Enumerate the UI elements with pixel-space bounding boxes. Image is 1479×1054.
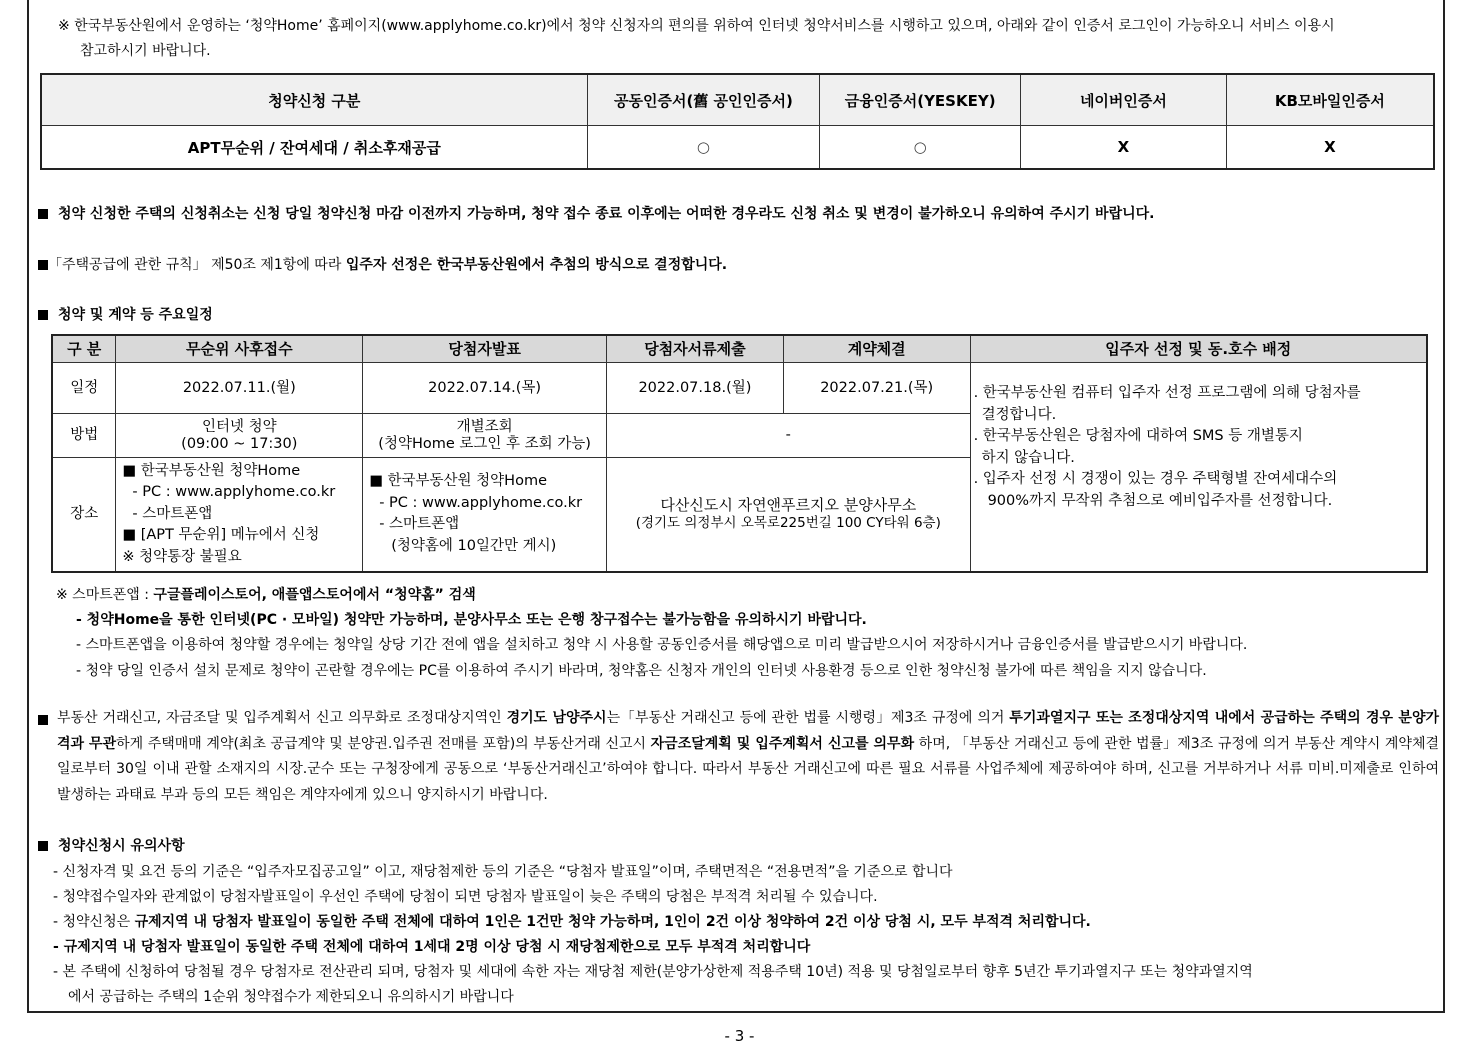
cert-header-type: 청약신청 구분	[41, 74, 587, 126]
app-note-1-normal: ※ 스마트폰앱 :	[56, 587, 154, 603]
notice-lottery-normal: 「주택공급에 관한 규칙」 제50조 제1항에 따라	[48, 257, 346, 273]
method-apply	[116, 414, 363, 458]
caution-line-3-normal: - 청약신청은	[53, 914, 135, 930]
method-announce-line: (청약Home 로그인 후 조회 가능)	[378, 435, 591, 452]
bullet-square-icon	[38, 209, 48, 219]
date-contract: 2022.07.21.(목)	[783, 363, 970, 414]
cert-row-type: APT무순위 / 잔여세대 / 취소후재공급	[41, 126, 587, 170]
sched-header-division: 구 분	[52, 335, 116, 363]
place-apply-line: - PC : www.applyhome.co.kr	[132, 484, 336, 500]
realestate-notice: 부동산 거래신고, 자금조달 및 입주계획서 신고 의무화로 조정대상지역인 경기도 남양주시는「부동산 거래신고 등에 관한 법률 시행령」제3조 규정에 의거 투기과열지구 또는 조정대상지역 내에서 공급하는 주택의 경우 분양가격과 무관하게 주택매매 계약(최초 공급계약 및 분양권.입주권 전매를 포함)의 부동산거래 신고시 자금조달계획 및 입주계획서 신고를 의무화 하며, 「부동산 거래신고 등에 관한 법률」제3조 규정에 의거 부동산 계약시 계약체결일로부터 30일 이내 관할 소재지의 시장.군수 또는 구청장에게 공동으로 ‘부동산거래신고’하여야 합니다. 따라서 부동산 거래신고에 따른 필요 서류를 사업주체에 제공하여야 하며, 신고를 거부하거나 서류 미비.미제출로 인하여 발생하는 과태료 부과 등의 모든 책임은 계약자에게 있으니 양지하시기 바랍니다.	[57, 710, 1439, 803]
place-apply-line: ※ 청약통장 불필요	[122, 548, 242, 565]
method-announce-line: 개별조회	[456, 418, 513, 435]
selection-line: . 한국부동산원 컴퓨터 입주자 선정 프로그램에 의해 당첨자를	[973, 385, 1361, 402]
place-contract-address: (경기도 의정부시 오목로225번길 100 CY타워 6층)	[635, 515, 941, 532]
caution-line-2: - 청약접수일자와 관계없이 당첨자발표일이 우선인 주택에 당첨이 되면 당첨자 발표일이 늦은 주택의 당첨은 부적격 처리될 수 있습니다.	[53, 889, 878, 905]
app-note-2: - 청약Home을 통한 인터넷(PC · 모바일) 청약만 가능하며, 분양사무소 또는 은행 창구접수는 불가능함을 유의하시기 바랍니다.	[76, 612, 867, 628]
notice-cancel-text: 청약 신청한 주택의 신청취소는 신청 당일 청약신청 마감 이전까지 가능하며, 청약 접수 종료 이후에는 어떠한 경우라도 신청 취소 및 변경이 불가하오니 유의하여 주시기 바랍니다.	[58, 206, 1155, 222]
notice-cancel	[38, 203, 1154, 223]
selection-line: . 한국부동산원은 당첨자에 대하여 SMS 등 개별통지	[973, 428, 1303, 445]
app-note-3: - 스마트폰앱을 이용하여 청약할 경우에는 청약일 상당 기간 전에 앱을 설치하고 청약 시 사용할 공동인증서를 해당앱으로 미리 발급받으시어 저장하시거나 금융인증서를 발급받으시기 바랍니다.	[76, 637, 1248, 653]
selection-line: . 입주자 선정 시 경쟁이 있는 경우 주택형별 잔여세대수의	[973, 471, 1338, 488]
sched-header-selection: 입주자 선정 및 동.호수 배정	[970, 335, 1427, 363]
selection-line: 하지 않습니다.	[981, 449, 1075, 466]
method-other: -	[607, 414, 971, 458]
caution-title	[38, 835, 185, 855]
place-apply-line: ■ 한국부동산원 청약Home	[122, 462, 301, 479]
caution-line-3-bold: 규제지역 내 당첨자 발표일이 동일한 주택 전체에 대하여 1인은 1건만 청약 가능하며, 1인이 2건 이상 청약하여 2건 이상 당첨 시, 모두 부적격 처리합니다.	[134, 914, 1091, 930]
row-label-date: 일정	[52, 363, 116, 414]
schedule-table	[51, 334, 1428, 573]
date-announce: 2022.07.14.(목)	[363, 363, 607, 414]
page-number: - 3 -	[724, 1027, 755, 1045]
app-note-1-bold: 구글플레이스토어, 애플앱스토어에서 “청약홈” 검색	[153, 587, 476, 603]
cert-row-financial: ○	[820, 126, 1021, 170]
bullet-square-icon	[38, 310, 48, 320]
bullet-square-icon	[38, 260, 48, 270]
place-announce-line: ■ 한국부동산원 청약Home	[369, 473, 547, 490]
cert-row-naver: X	[1021, 126, 1227, 170]
notice-lottery	[38, 254, 727, 274]
place-announce-line: (청약홈에 10일간만 게시)	[391, 537, 557, 554]
caution-line-3	[53, 911, 1091, 931]
selection-line: 900%까지 무작위 추첨으로 예비입주자를 선정합니다.	[987, 492, 1333, 509]
place-contract-name: 다산신도시 자연앤푸르지오 분양사무소	[660, 496, 917, 515]
cert-row-kb: X	[1226, 126, 1434, 170]
schedule-title	[38, 304, 213, 324]
app-note-1	[56, 584, 476, 604]
certificate-table	[40, 73, 1435, 170]
caution-line-4: - 규제지역 내 당첨자 발표일이 동일한 주택 전체에 대하여 1세대 2명 이상 당첨 시 재당첨제한으로 모두 부적격 처리합니다	[53, 939, 811, 955]
row-label-place: 장소	[52, 458, 116, 572]
app-note-4: - 청약 당일 인증서 설치 문제로 청약이 곤란할 경우에는 PC를 이용하여 주시기 바라며, 청약홈은 신청자 개인의 인터넷 사용환경 등으로 인한 청약신청 불가에 따른 책임을 지지 않습니다.	[76, 663, 1207, 679]
cert-row-joint: ○	[587, 126, 820, 170]
row-label-method: 방법	[52, 414, 116, 458]
caution-line-1: - 신청자격 및 요건 등의 기준은 “입주자모집공고일” 이고, 재당첨제한 등의 기준은 “당첨자 발표일”이며, 주택면적은 “전용면적”을 기준으로 합니다	[53, 864, 953, 880]
selection-line: 결정합니다.	[981, 406, 1057, 423]
method-apply-line: (09:00 ~ 17:30)	[181, 435, 298, 452]
place-contract	[607, 458, 971, 572]
sched-header-documents: 당첨자서류제출	[607, 335, 784, 363]
sched-header-contract: 계약체결	[783, 335, 970, 363]
cert-header-joint: 공동인증서(舊 공인인증서)	[587, 74, 820, 126]
caution-line-5a: - 본 주택에 신청하여 당첨될 경우 당첨자로 전산관리 되며, 당첨자 및 세대에 속한 자는 재당첨 제한(분양가상한제 적용주택 10년) 적용 및 당첨일로부터 향후 5년간 투기과열지구 또는 청약과열지역	[53, 964, 1253, 980]
method-announce	[363, 414, 607, 458]
date-documents: 2022.07.18.(월)	[607, 363, 784, 414]
intro-line-2: 참고하시기 바랍니다.	[80, 43, 211, 59]
place-apply-line: - 스마트폰앱	[132, 505, 213, 522]
notice-lottery-bold: 입주자 선정은 한국부동산원에서 추첨의 방식으로 결정합니다.	[345, 257, 728, 273]
date-apply: 2022.07.11.(월)	[116, 363, 363, 414]
sched-header-announce: 당첨자발표	[363, 335, 607, 363]
cert-header-financial: 금융인증서(YESKEY)	[820, 74, 1021, 126]
place-announce-line: - 스마트폰앱	[379, 516, 460, 533]
sched-header-apply: 무순위 사후접수	[116, 335, 363, 363]
bullet-square-icon	[38, 841, 48, 851]
place-apply-line: ■ [APT 무순위] 메뉴에서 신청	[122, 527, 320, 543]
place-apply	[116, 458, 363, 572]
bullet-square-icon	[38, 715, 48, 725]
place-announce-line: - PC : www.applyhome.co.kr	[379, 494, 583, 511]
selection-cell	[970, 363, 1427, 572]
caution-title-text: 청약신청시 유의사항	[58, 838, 185, 854]
method-apply-line: 인터넷 청약	[201, 418, 277, 435]
intro-line-1: ※ 한국부동산원에서 운영하는 ‘청약Home’ 홈페이지(www.applyhome.co.kr)에서 청약 신청자의 편의를 위하여 인터넷 청약서비스를 시행하고 있으며, 아래와 같이 인증서 로그인이 가능하오니 서비스 이용시	[58, 18, 1335, 34]
cert-header-naver: 네이버인증서	[1021, 74, 1227, 126]
place-announce	[363, 458, 607, 572]
cert-header-kb: KB모바일인증서	[1226, 74, 1434, 126]
schedule-title-text: 청약 및 계약 등 주요일정	[58, 307, 213, 323]
caution-line-5b: 에서 공급하는 주택의 1순위 청약접수가 제한되오니 유의하시기 바랍니다	[68, 989, 514, 1005]
